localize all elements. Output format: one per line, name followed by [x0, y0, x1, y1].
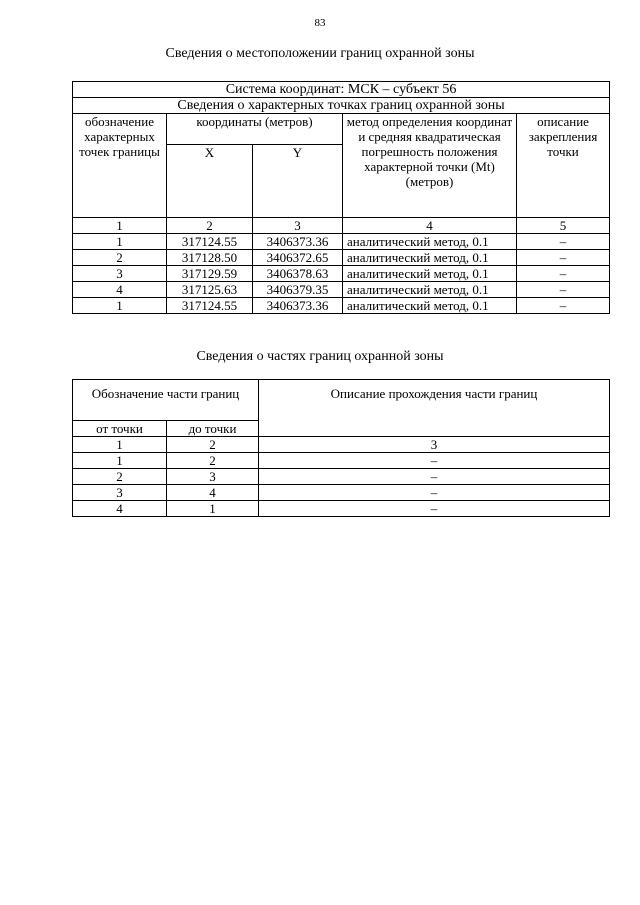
description: –	[517, 266, 610, 282]
colnum-5: 5	[517, 218, 610, 234]
coord-x: 317125.63	[167, 282, 253, 298]
header-from-point: от точки	[73, 421, 167, 437]
table-row	[73, 469, 610, 485]
table-row	[73, 250, 610, 266]
colnum-3: 3	[253, 218, 343, 234]
point-id: 4	[73, 282, 167, 298]
coord-x: 317124.55	[167, 234, 253, 250]
coord-y: 3406373.36	[253, 234, 343, 250]
table-row	[73, 266, 610, 282]
part-description: –	[259, 469, 610, 485]
column-number-row	[73, 218, 610, 234]
part-description: –	[259, 485, 610, 501]
coord-x: 317128.50	[167, 250, 253, 266]
from-point: 3	[73, 485, 167, 501]
header-method: метод определения координат и средняя квадратическая погрешность положения характерной точки (Mt) (метров)	[343, 114, 517, 218]
to-point: 2	[167, 437, 259, 453]
header-part: Обозначение части границ	[73, 380, 259, 421]
point-id: 3	[73, 266, 167, 282]
table-row	[73, 298, 610, 314]
table-row	[73, 282, 610, 298]
coord-y: 3406378.63	[253, 266, 343, 282]
to-point: 3	[167, 469, 259, 485]
table-row	[73, 453, 610, 469]
boundary-parts-table	[72, 379, 610, 517]
colnum-1: 1	[73, 218, 167, 234]
part-description: –	[259, 453, 610, 469]
point-id: 1	[73, 298, 167, 314]
to-point: 2	[167, 453, 259, 469]
coordinate-system-row: Система координат: МСК – субъект 56	[73, 82, 610, 98]
method: аналитический метод, 0.1	[343, 298, 517, 314]
colnum-4: 4	[343, 218, 517, 234]
header-x: X	[167, 145, 253, 218]
header-to-point: до точки	[167, 421, 259, 437]
description: –	[517, 282, 610, 298]
points-subtitle-row: Сведения о характерных точках границ охранной зоны	[73, 98, 610, 114]
coord-y: 3406379.35	[253, 282, 343, 298]
point-id: 2	[73, 250, 167, 266]
header-part-description: Описание прохождения части границ	[259, 380, 610, 437]
from-point: 4	[73, 501, 167, 517]
to-point: 1	[167, 501, 259, 517]
table-row	[73, 437, 610, 453]
method: аналитический метод, 0.1	[343, 250, 517, 266]
coord-x: 317124.55	[167, 298, 253, 314]
header-description: описание закрепления точки	[517, 114, 610, 218]
description: –	[517, 234, 610, 250]
section-title-location: Сведения о местоположении границ охранной зоны	[165, 46, 475, 61]
description: –	[517, 250, 610, 266]
method: аналитический метод, 0.1	[343, 266, 517, 282]
table-row	[73, 234, 610, 250]
from-point: 1	[73, 453, 167, 469]
from-point: 1	[73, 437, 167, 453]
coord-y: 3406373.36	[253, 298, 343, 314]
part-description: 3	[259, 437, 610, 453]
header-designation: обозначение характерных точек границы	[73, 114, 167, 218]
coord-x: 317129.59	[167, 266, 253, 282]
part-description: –	[259, 501, 610, 517]
page-number: 83	[314, 17, 326, 29]
section-title-parts: Сведения о частях границ охранной зоны	[196, 349, 444, 364]
colnum-2: 2	[167, 218, 253, 234]
method: аналитический метод, 0.1	[343, 282, 517, 298]
table-row	[73, 501, 610, 517]
to-point: 4	[167, 485, 259, 501]
from-point: 2	[73, 469, 167, 485]
description: –	[517, 298, 610, 314]
boundary-points-table	[72, 81, 610, 314]
header-coordinates: координаты (метров)	[167, 114, 343, 145]
point-id: 1	[73, 234, 167, 250]
header-y: Y	[253, 145, 343, 218]
coord-y: 3406372.65	[253, 250, 343, 266]
method: аналитический метод, 0.1	[343, 234, 517, 250]
table-row	[73, 485, 610, 501]
